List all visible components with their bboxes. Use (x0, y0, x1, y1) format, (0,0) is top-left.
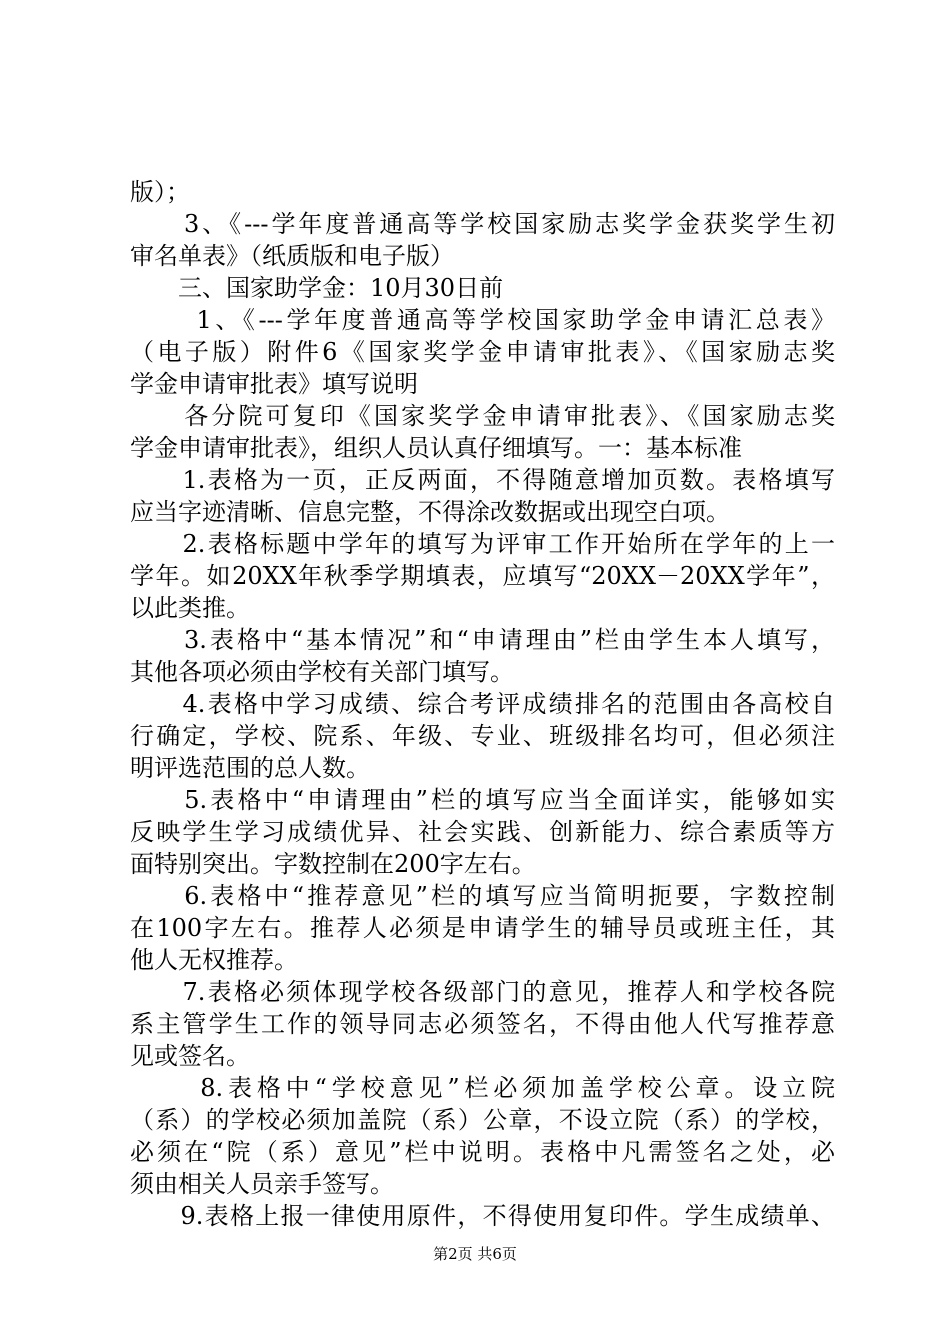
text-line: 应当字迹清晰、信息完整，不得涂改数据或出现空白项。 (130, 498, 730, 526)
text-line: 系主管学生工作的领导同志必须签名，不得由他人代写推荐意 (130, 1010, 835, 1038)
text-line: （电子版）附件6《国家奖学金申请审批表》、《国家励志奖 (130, 338, 835, 366)
text-line: 8.表格中“学校意见”栏必须加盖学校公章。设立院 (130, 1074, 835, 1102)
text-line: 反映学生学习成绩优异、社会实践、创新能力、综合素质等方 (130, 818, 835, 846)
text-line: 6.表格中“推荐意见”栏的填写应当简明扼要，字数控制 (130, 882, 835, 910)
text-line: 5.表格中“申请理由”栏的填写应当全面详实，能够如实 (130, 786, 835, 814)
text-line: 3.表格中“基本情况”和“申请理由”栏由学生本人填写， (130, 626, 835, 654)
page-number-label: 第2页 共6页 (433, 1245, 517, 1263)
text-line: 1.表格为一页，正反两面，不得随意增加页数。表格填写 (130, 466, 835, 494)
text-line: 2.表格标题中学年的填写为评审工作开始所在学年的上一 (130, 530, 835, 558)
text-line: 在100字左右。推荐人必须是申请学生的辅导员或班主任，其 (130, 914, 835, 942)
text-line: 以此类推。 (130, 594, 250, 622)
text-line: 版）； (130, 178, 190, 206)
text-line: 3、《---学年度普通高等学校国家励志奖学金获奖学生初 (130, 210, 835, 238)
text-line: 学年。如20XX年秋季学期填表，应填写“20XX－20XX学年”， (130, 562, 835, 590)
text-line: 1、《---学年度普通高等学校国家助学金申请汇总表》 (130, 306, 835, 334)
text-line: 学金申请审批表》填写说明 (130, 370, 418, 398)
text-line: 必须在“院（系）意见”栏中说明。表格中凡需签名之处，必 (130, 1138, 835, 1166)
text-line: 学金申请审批表》，组织人员认真仔细填写。一：基本标准 (130, 434, 742, 462)
text-line: 须由相关人员亲手签写。 (130, 1170, 394, 1198)
text-line: 面特别突出。字数控制在200字左右。 (130, 850, 536, 878)
text-line: 其他各项必须由学校有关部门填写。 (130, 658, 514, 686)
text-line: 各分院可复印《国家奖学金申请审批表》、《国家励志奖 (130, 402, 835, 430)
page-footer (0, 1244, 950, 1264)
text-line: （系）的学校必须加盖院（系）公章，不设立院（系）的学校， (130, 1106, 835, 1134)
text-line: 明评选范围的总人数。 (130, 754, 370, 782)
text-line: 他人无权推荐。 (130, 946, 298, 974)
text-line: 9.表格上报一律使用原件，不得使用复印件。学生成绩单、 (130, 1202, 835, 1230)
section-heading: 三、国家助学金：10月30日前 (130, 274, 504, 302)
text-line: 行确定，学校、院系、年级、专业、班级排名均可，但必须注 (130, 722, 835, 750)
text-line: 审名单表》（纸质版和电子版） (130, 242, 454, 270)
text-line: 4.表格中学习成绩、综合考评成绩排名的范围由各高校自 (130, 690, 835, 718)
text-line: 7.表格必须体现学校各级部门的意见，推荐人和学校各院 (130, 978, 835, 1006)
text-line: 见或签名。 (130, 1042, 250, 1070)
document-body (130, 176, 835, 1232)
